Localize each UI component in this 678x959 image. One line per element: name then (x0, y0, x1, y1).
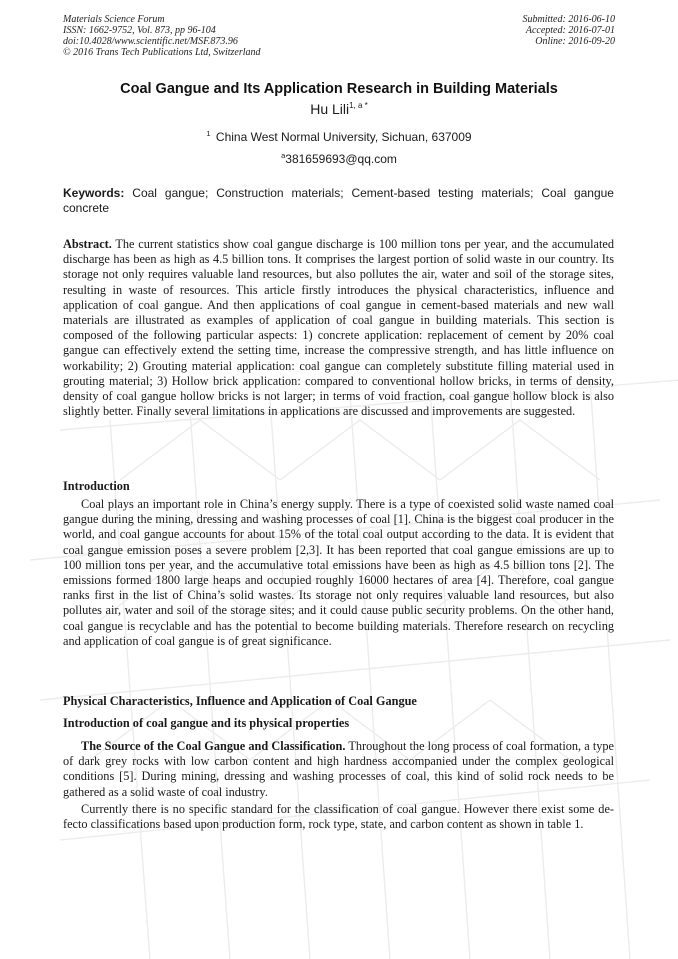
affiliation (0, 129, 678, 144)
email-mark: a (281, 151, 286, 160)
journal-copyright: © 2016 Trans Tech Publications Ltd, Switzerland (63, 47, 261, 58)
abstract-label: Abstract. (63, 237, 112, 251)
author-line (0, 101, 678, 117)
journal-name: Materials Science Forum (63, 14, 165, 25)
keywords-text: Coal gangue; Construction materials; Cement-based testing materials; Coal gangue concrete (63, 186, 614, 215)
journal-info (63, 14, 261, 58)
paper-title: Coal Gangue and Its Application Research in Building Materials (120, 81, 558, 97)
date-submitted: Submitted: 2016-06-10 (522, 14, 615, 25)
journal-issn: ISSN: 1662-9752, Vol. 873, pp 96-104 (63, 25, 216, 36)
abstract-text: The current statistics show coal gangue discharge is 100 million tons per year, and the accumulated discharge has been as high as 4.5 billion tons. It comprises the largest portion of solid waste in our country. Its storage not only requires valuable land resources, but also pollutes the air, water and soil of the storage sites, resulting in waste of resources. This article firstly introduces the physical characteristics, influence and application of coal gangue. And then applications of coal gangue in cement-based materials and new wall materials are illustrated as examples of application of coal gangue in building materials. This section is composed of the following particular aspects: 1) concrete application: replacement of cement by 20% coal gangue can effectively extend the setting time, increase the compressive strength, and has little influence on workability; 2) Grouting material application: coal gangue can completely substitute filling material used in grouting material; 3) Hollow brick application: compared to conventional hollow bricks, in terms of density, density of coal gangue hollow bricks is not larger; in terms of void fraction, coal gangue hollow block is also slightly better. Finally several limitations in applications are discussed and improvements are suggested. (63, 237, 614, 419)
affiliation-text: China West Normal University, Sichuan, 637009 (215, 130, 472, 144)
source-text: Throughout the long process of coal formation, a type of dark grey rocks with low carbon content and high hardness accompanied under the complex geological conditions [5]. During mining, dressing and washing processes of coal, this kind of solid rock needs to be gathered as a solid waste of coal industry. (63, 739, 614, 799)
abstract (63, 237, 614, 419)
source-label: The Source of the Coal Gangue and Classification. (81, 739, 346, 753)
author-marks: 1, a * (349, 101, 368, 110)
classification-paragraph: Currently there is no specific standard for the classification of coal gangue. However there exist some de-fecto classifications based upon production form, rock type, state, and carbon content as shown in table 1. (63, 802, 614, 832)
email-text: 381659693@qq.com (285, 152, 397, 166)
publication-dates (523, 14, 616, 47)
author-email (0, 151, 678, 166)
subsection-heading: Introduction of coal gangue and its physical properties (63, 716, 350, 730)
affiliation-mark: 1 (206, 129, 211, 138)
source-paragraph (63, 739, 614, 800)
author-name: Hu Lili (310, 101, 350, 117)
introduction-paragraph: Coal plays an important role in China’s energy supply. There is a type of coexisted solid waste named coal gangue during the mining, dressing and washing processes of coal [1]. China is the biggest coal producer in the world, and coal gangue accounts for about 15% of the total coal output according to the data. It is evident that coal gangue emission poses a severe problem [2,3]. It has been reported that coal gangue emissions are up to 100 million tons per year, and the accumulative total emissions have been as high as 4.5 billion tons [2]. The emissions formed 1800 large heaps and occupied roughly 16000 hectares of area [4]. Therefore, coal gangue ranks first in the list of China’s solid wastes. Its storage not only requires valuable land resources, but also pollutes air, water and soil of the storage sites; and it could cause public security problems. On the other hand, coal gangue is recyclable and has the potential to become building materials. Therefore research on recycling and application of coal gangue is of great significance. (63, 497, 614, 648)
date-online: Online: 2016-09-20 (535, 36, 615, 47)
keywords-label: Keywords: (63, 186, 125, 200)
keywords (63, 186, 614, 216)
date-accepted: Accepted: 2016-07-01 (525, 25, 615, 36)
journal-doi: doi:10.4028/www.scientific.net/MSF.873.96 (63, 36, 238, 47)
introduction-heading: Introduction (63, 479, 130, 493)
section-heading: Physical Characteristics, Influence and Application of Coal Gangue (63, 694, 417, 708)
